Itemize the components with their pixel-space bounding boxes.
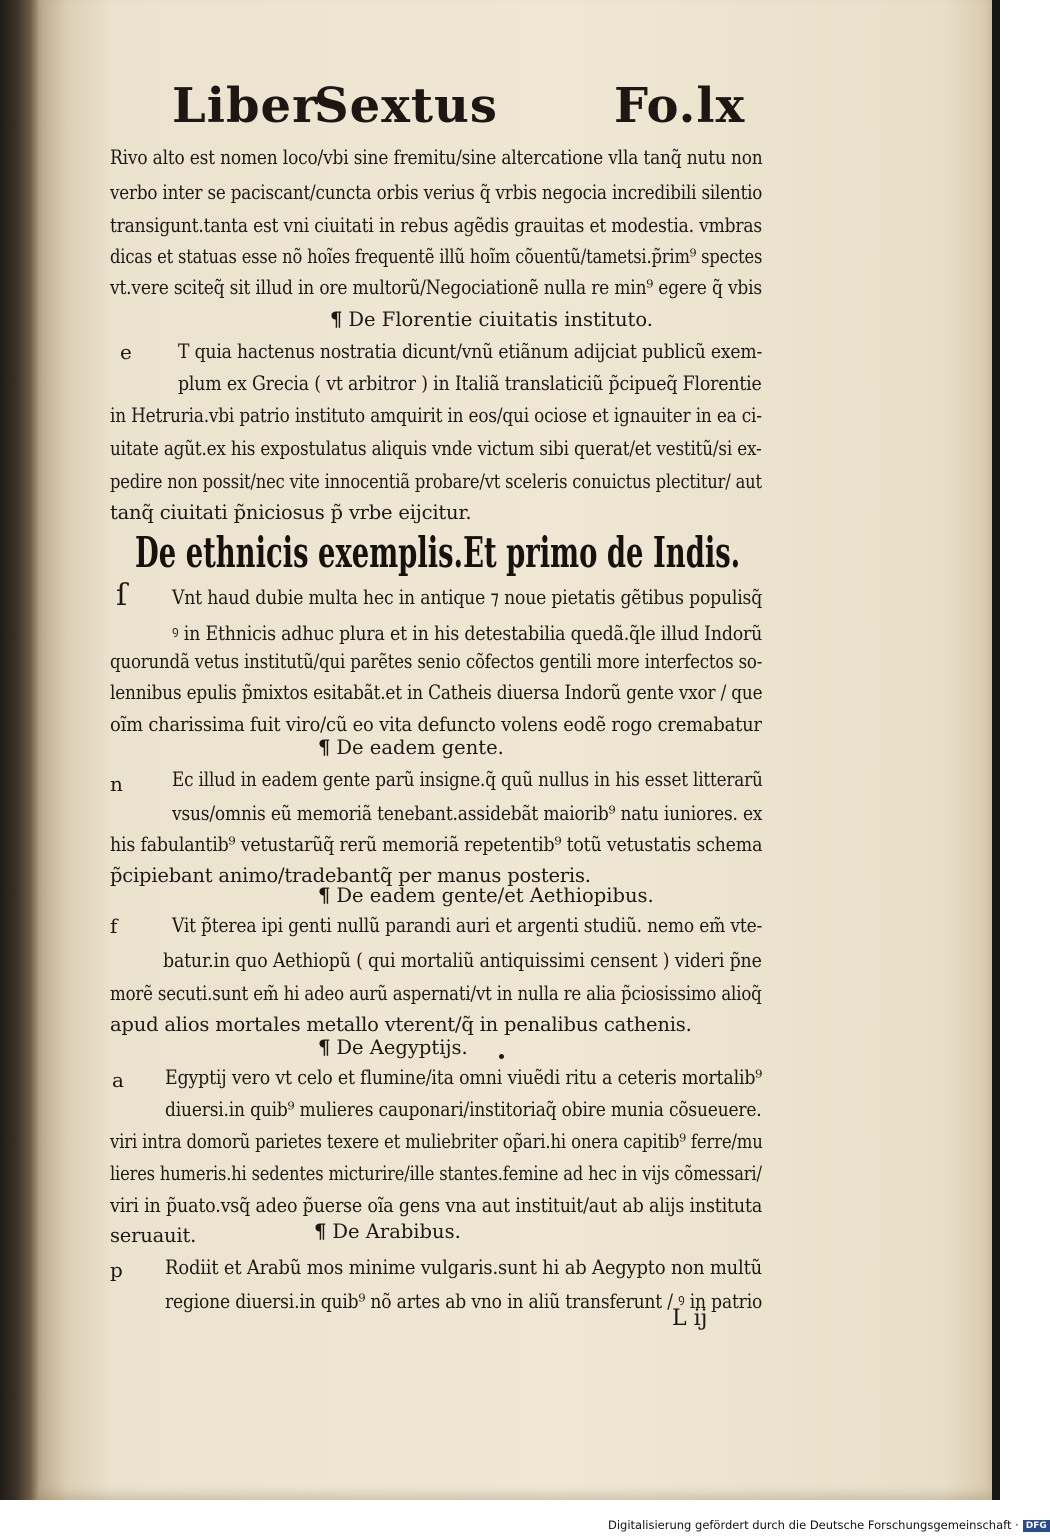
- chapter-heading: De ethnicis exemplis.Et primo de Indis.: [135, 528, 741, 577]
- signature-mark: L ij: [672, 1306, 708, 1331]
- text-line: Ec illud in eadem gente parũ insigne.q̃ quũ nullus in his esset litterarũ: [172, 768, 763, 791]
- marginal-letter: e: [120, 340, 132, 364]
- text-line: viri in p̃uato.vsq̃ adeo p̃uerse oĩa gens vna aut instituit/aut ab alijs instituta: [110, 1194, 763, 1217]
- section-rubric: ¶ De eadem gente.: [318, 736, 504, 759]
- text-line: in Hetruria.vbi patrio instituto amquirit in eos/qui ociose et ignauiter in ea ci-: [110, 404, 762, 427]
- text-line: vt.vere sciteq̃ sit illud in ore multorũ/Negociationẽ nulla re min⁹ egere q̃ vbis: [110, 276, 762, 299]
- text-line: pedire non possit/nec vite innocentiã probare/vt sceleris conuictus plectitur/ aut: [110, 470, 762, 493]
- running-head-center: Sextus: [314, 78, 498, 134]
- text-line: ꝰ in Ethnicis adhuc plura et in his detestabilia quedã.q̃le illud Indorũ: [172, 622, 763, 645]
- text-line: p̃cipiebant animo/tradebantq̃ per manus posteris.: [110, 864, 591, 887]
- pilcrow-icon: ¶: [318, 1036, 331, 1059]
- scan-edge: [992, 0, 1000, 1500]
- text-line: transigunt.tanta est vni ciuitati in rebus agẽdis grauitas et modestia. vmbras: [110, 214, 762, 237]
- text-line: Vnt haud dubie multa hec in antique ⁊ noue pietatis gẽtibus populisq̃: [172, 586, 763, 609]
- text-line: lieres humeris.hi sedentes micturire/ille stantes.femine ad hec in vijs cõmessari/: [110, 1162, 762, 1185]
- pilcrow-icon: ¶: [318, 884, 331, 907]
- marginal-letter: f: [110, 914, 118, 938]
- text-line: T quia hactenus nostratia dicunt/vnũ etiãnum adijciat publicũ exem-: [178, 340, 763, 363]
- text-line: Rodiit et Arabũ mos minime vulgaris.sunt hi ab Aegypto non multũ: [165, 1256, 762, 1279]
- text-line: oĩm charissima fuit viro/cũ eo vita defuncto volens eodẽ rogo cremabatur: [110, 713, 762, 736]
- text-line: tanq̃ ciuitati p̃niciosus p̃ vrbe eijcitur.: [110, 501, 472, 524]
- section-rubric: ¶ De eadem gente/et Aethiopibus.: [318, 884, 654, 907]
- pilcrow-icon: ¶: [314, 1220, 327, 1243]
- text-line: diuersi.in quib⁹ mulieres cauponari/institoriaq̃ obire munia cõsueuere.: [165, 1098, 762, 1121]
- ink-dot: [499, 1054, 504, 1059]
- text-line: his fabulantib⁹ vetustarũq̃ rerũ memoriã repetentib⁹ totũ vetustatis schema: [110, 833, 763, 856]
- running-head-left: Liber: [172, 78, 319, 134]
- text-line: lennibus epulis p̃mixtos esitabãt.et in Catheis diuersa Indorũ gente vxor / que: [110, 681, 763, 704]
- text-line: Vit p̃terea ipi genti nullũ parandi auri et argenti studiũ. nemo em̃ vte-: [172, 914, 763, 937]
- text-line: viri intra domorũ parietes texere et muliebriter op̃ari.hi onera capitib⁹ ferre/mu: [110, 1130, 763, 1153]
- text-line: seruauit.: [110, 1224, 197, 1247]
- marginal-letter: p: [110, 1258, 123, 1282]
- marginal-letter: n: [110, 772, 123, 796]
- text-line: verbo inter se paciscant/cuncta orbis verius q̃ vrbis negocia incredibili silentio: [110, 181, 763, 204]
- book-spine: [0, 0, 40, 1538]
- pilcrow-icon: ¶: [318, 736, 331, 759]
- running-head-folio: Fo.lx: [614, 78, 746, 134]
- initial-letter: ſ: [116, 578, 128, 613]
- text-line: morẽ secuti.sunt em̃ hi adeo aurũ aspernati/vt in nulla re alia p̃ciosissimo alioq̃: [110, 982, 762, 1005]
- text-line: vsus/omnis eũ memoriã tenebant.assidebãt maiorib⁹ natu iuniores. ex: [172, 802, 763, 825]
- section-rubric: ¶ De Florentie ciuitatis instituto.: [330, 308, 653, 331]
- text-line: uitate agũt.ex his expostulatus aliquis vnde victum sibi querat/et vestitũ/si ex-: [110, 437, 762, 460]
- text-line: Rivo alto est nomen loco/vbi sine fremitu/sine altercatione vlla tanq̃ nutu non: [110, 146, 763, 169]
- text-line: Egyptij vero vt celo et flumine/ita omni viuẽdi ritu a ceteris mortalib⁹: [165, 1066, 763, 1089]
- text-line: apud alios mortales metallo vterent/q̃ in penalibus cathenis.: [110, 1013, 692, 1036]
- marginal-letter: a: [112, 1068, 124, 1092]
- digitization-credit: Digitalisierung gefördert durch die Deutsche Forschungsgemeinschaft · DFG: [608, 1518, 1050, 1532]
- section-rubric: ¶ De Arabibus.: [314, 1220, 461, 1243]
- text-line: quorundã vetus institutũ/qui parẽtes senio cõfectos gentili more interfectos so-: [110, 650, 763, 673]
- pilcrow-icon: ¶: [330, 308, 343, 331]
- text-line: regione diuersi.in quib⁹ nõ artes ab vno in aliũ transferunt / ꝰ in patrio: [165, 1290, 763, 1313]
- text-line: dicas et statuas esse nõ hoĩes frequentẽ illũ hoĩm cõuentũ/tametsi.p̃rim⁹ spectes: [110, 245, 763, 268]
- text-line: batur.in quo Aethiopũ ( qui mortaliũ antiquissimi censent ) videri p̃ne: [163, 949, 762, 972]
- text-line: plum ex Grecia ( vt arbitror ) in Italiã translaticiũ p̃cipueq̃ Florentie: [178, 372, 762, 395]
- dfg-logo: DFG: [1023, 1520, 1050, 1532]
- section-rubric: ¶ De Aegyptijs.: [318, 1036, 468, 1059]
